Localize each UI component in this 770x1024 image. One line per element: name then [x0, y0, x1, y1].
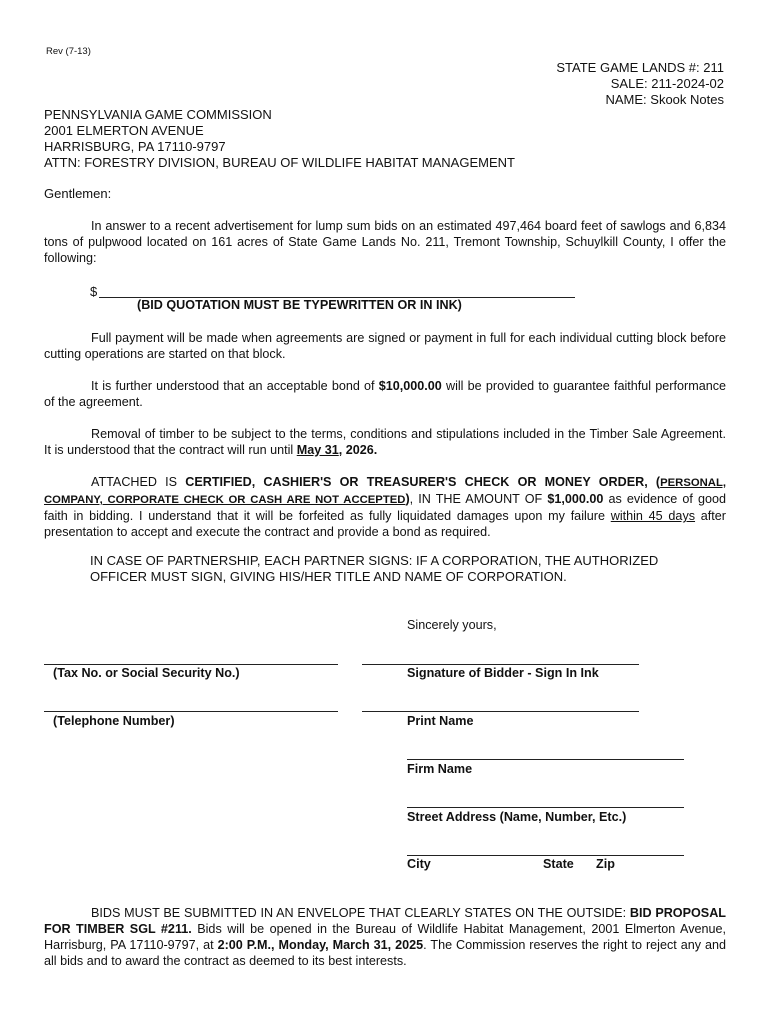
bond-paragraph: It is further understood that an acceptable bond of $10,000.00 will be provided to guarantee faithful performance of the agreement.: [44, 379, 727, 409]
submission-paragraph: BIDS MUST BE SUBMITTED IN AN ENVELOPE THAT CLEARLY STATES ON THE OUTSIDE: BID PROPOSAL FOR TIMBER SGL #211. Bids will be opened in the Bureau of Wildlife Habitat Management, 2001 Elmerton Avenue, Harrisburg, PA 17110-9797, at 2:00 P.M., Monday, March 31, 2025. The Commission reserves the right to reject any and all bids and to award the contract as deemed to its best interests.: [44, 906, 727, 968]
closing: Sincerely yours,: [407, 618, 497, 632]
print-name-line[interactable]: [362, 711, 639, 712]
bid-dollar-sign: $: [90, 284, 98, 299]
zip-label: Zip: [596, 857, 615, 871]
contract-end-date: May 31: [296, 443, 339, 457]
street-address-label: Street Address (Name, Number, Etc.): [407, 810, 627, 824]
street-address-line[interactable]: [407, 807, 684, 808]
telephone-label: (Telephone Number): [53, 714, 175, 728]
partnership-paragraph: IN CASE OF PARTNERSHIP, EACH PARTNER SIGNS: IF A CORPORATION, THE AUTHORIZED OFFICER MUST SIGN, GIVING HIS/HER TITLE AND NAME OF CORPORATION.: [90, 553, 659, 584]
city-label: City: [407, 857, 431, 871]
firm-name-line[interactable]: [407, 759, 684, 760]
tax-number-label: (Tax No. or Social Security No.): [53, 666, 240, 680]
deposit-amount: $1,000.00: [547, 492, 604, 506]
telephone-line[interactable]: [44, 711, 338, 712]
attached-paragraph: ATTACHED IS CERTIFIED, CASHIER'S OR TREASURER'S CHECK OR MONEY ORDER, (PERSONAL, COMPANY, CORPORATE CHECK OR CASH ARE NOT ACCEPTED), IN THE AMOUNT OF $1,000.00 as evidence of good faith in bidding. I understand that it will be forfeited as fully liquidated damages upon my failure within 45 days after presentation to accept and execute the contract and provide a bond as required.: [44, 475, 726, 539]
address-line-4: ATTN: FORESTRY DIVISION, BUREAU OF WILDLIFE HABITAT MANAGEMENT: [44, 155, 515, 170]
sale-number: SALE: 211-2024-02: [610, 76, 724, 91]
state-label: State: [543, 857, 574, 871]
payment-paragraph: Full payment will be made when agreements are signed or payment in full for each individual cutting block before cutting operations are started on that block.: [44, 331, 726, 361]
tax-number-line[interactable]: [44, 664, 338, 665]
signature-line[interactable]: [362, 664, 639, 665]
bond-amount: $10,000.00: [378, 379, 442, 393]
state-game-lands-number: STATE GAME LANDS #: 211: [556, 60, 724, 75]
form-revision: Rev (7-13): [46, 46, 91, 57]
bid-proposal-title: BID PROPOSAL FOR TIMBER SGL #211.: [44, 906, 726, 936]
signature-label: Signature of Bidder - Sign In Ink: [407, 666, 599, 680]
removal-paragraph: Removal of timber to be subject to the terms, conditions and stipulations included in the Timber Sale Agreement. It is understood that the contract will run until May 31, 2026.: [44, 427, 726, 457]
intro-paragraph: In answer to a recent advertisement for lump sum bids on an estimated 497,464 board feet of sawlogs and 6,834 tons of pulpwood located on 161 acres of State Game Lands No. 211, Tremont Township, Schuylkill County, I offer the following:: [44, 219, 726, 265]
sale-name: NAME: Skook Notes: [605, 92, 724, 107]
not-accepted-note: PERSONAL, COMPANY, CORPORATE CHECK OR CASH ARE NOT ACCEPTED: [44, 477, 726, 506]
address-line-3: HARRISBURG, PA 17110-9797: [44, 139, 226, 154]
bid-quotation-note: (BID QUOTATION MUST BE TYPEWRITTEN OR IN INK): [137, 298, 462, 312]
city-state-zip-line[interactable]: [407, 855, 684, 856]
salutation: Gentlemen:: [44, 186, 112, 201]
recipient-address: [44, 107, 515, 171]
print-name-label: Print Name: [407, 714, 474, 728]
forfeit-days: within 45 days: [610, 509, 696, 523]
bid-opening-time: 2:00 P.M., Monday, March 31, 2025: [217, 938, 424, 952]
address-line-2: 2001 ELMERTON AVENUE: [44, 123, 204, 138]
firm-name-label: Firm Name: [407, 762, 473, 776]
address-line-1: PENNSYLVANIA GAME COMMISSION: [44, 107, 272, 122]
